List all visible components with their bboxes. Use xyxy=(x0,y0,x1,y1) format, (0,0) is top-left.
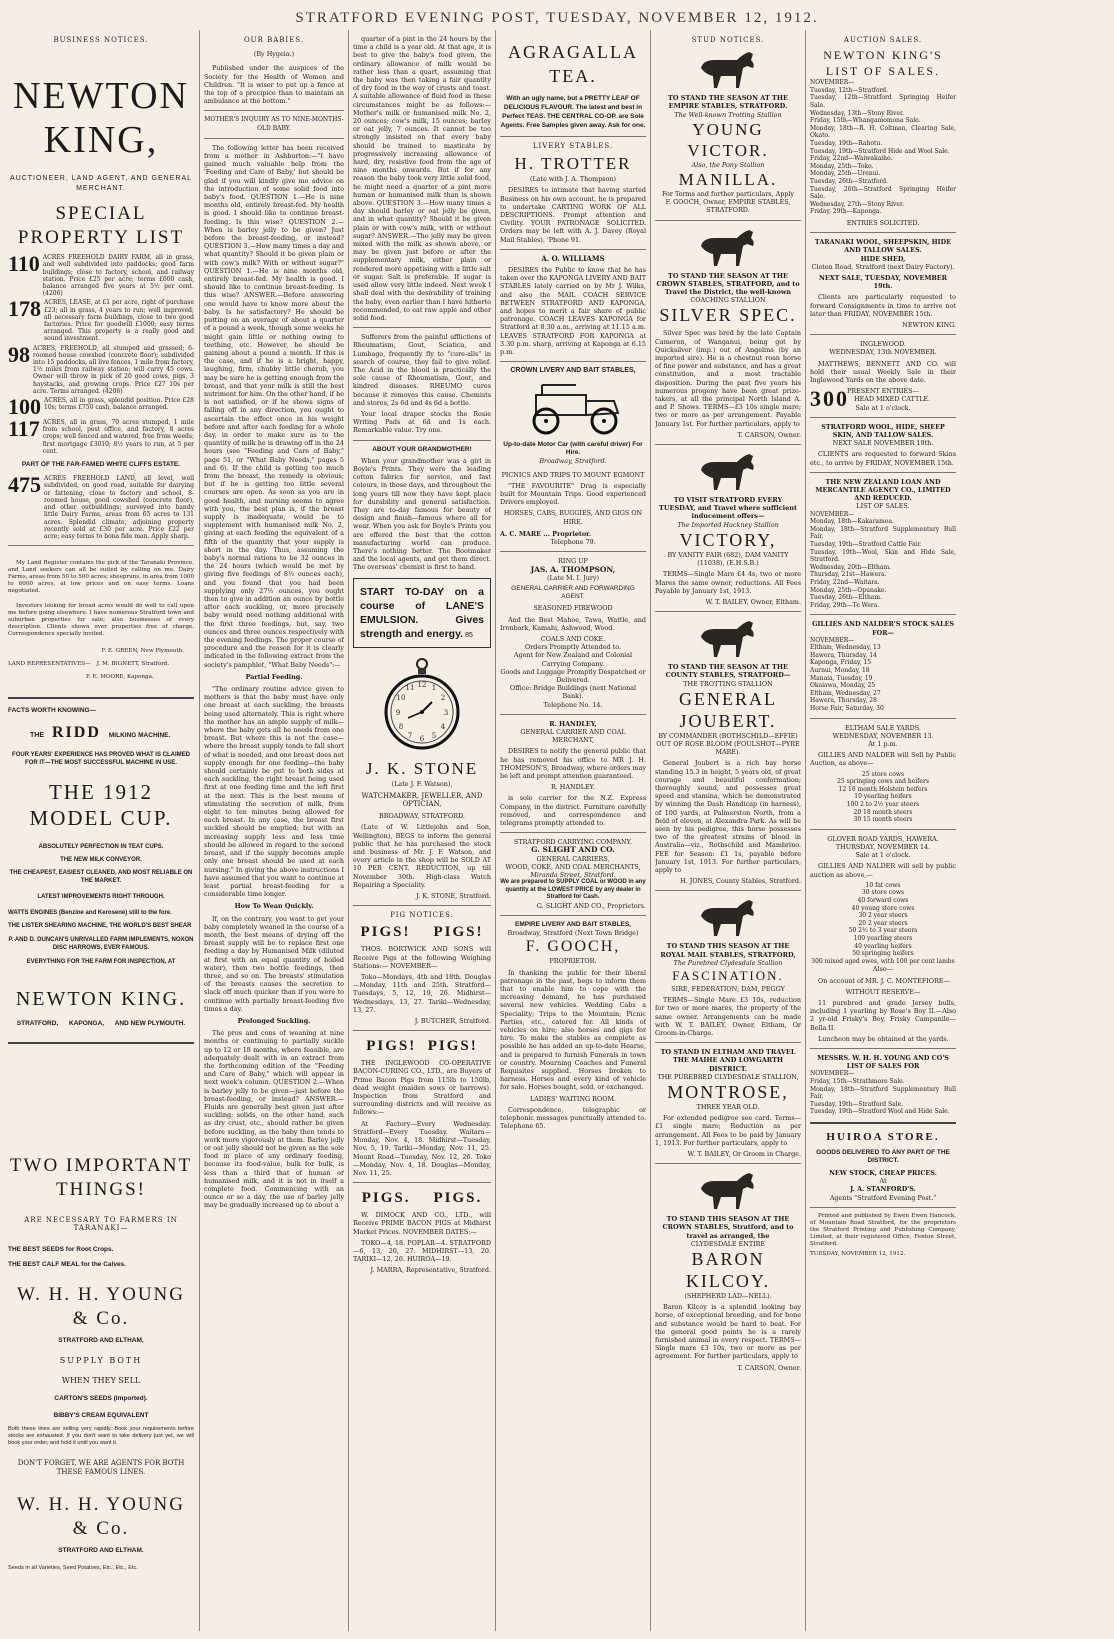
inquiry-title: MOTHER'S INQUIRY AS TO NINE-MONTHS-OLD BABY. xyxy=(204,116,344,132)
lot-item: 100 ACRES, all in grass, splendid position. Price £28 10s; terms £750 cash, balance arranged. xyxy=(8,394,194,420)
cheapest: THE CHEAPEST, EASIEST CLEANED, AND MOST RELIABLE ON THE MARKET. xyxy=(9,869,193,884)
crown-address: Broadway, Stratford. xyxy=(539,457,607,466)
stud-terms: TERMS—Single Mare £4 4s, two or more Mares the same owner, reductions. All Fees Payable by January 1st, 1913. xyxy=(655,570,801,595)
gn-public: GILLIES AND NALDER will Sell by Public Auction, as above— xyxy=(810,751,956,768)
footer-towns: STRATFORD, KAPONGA, AND NEW PLYMOUTH. xyxy=(16,1019,186,1027)
divider xyxy=(353,905,491,906)
svg-text:3: 3 xyxy=(443,708,449,717)
lot-item: 98 ACRES, FREEHOLD, all stumped and grassed; 6-roomed house cowshed (concrete floor); subdivided into 15 paddocks, all live fences, 1 mile from factory, 1½ miles from railway station; will carry 45 cows. Owner will throw in pick of 20 good cows, pigs, 3 haystacks, and growing crops. Price £27 10s per acre. Terms arranged. (4206) xyxy=(8,341,194,395)
sale-time: Sale at 1 o'clock. xyxy=(855,403,911,412)
nzla-title: THE NEW ZEALAND LOAN AND MERCANTILE AGENCY CO., LIMITED AND REDUCED. xyxy=(815,477,951,503)
crown-motor: Up-to-date Motor Car (with careful driver) For Hire. xyxy=(503,441,643,457)
stud-intro: TO STAND THIS SEASON AT THE ROYAL MAIL STABLES, STRATFORD, xyxy=(660,942,796,959)
ridd-heading: THE RIDD MILKING MACHINE. xyxy=(30,724,171,742)
subhead: Prolonged Suckling. xyxy=(237,1016,311,1025)
horse-icon xyxy=(693,1169,763,1211)
when: WHEN THEY SELL xyxy=(61,1376,141,1386)
horse-icon xyxy=(693,226,763,268)
firewood: SEASONED FIREWOOD xyxy=(533,604,613,613)
svg-text:11: 11 xyxy=(405,683,415,692)
telephone: Telephone 79. xyxy=(550,538,596,547)
trotter-body: DESIRES to intimate that having started Business on his own account, he is prepared to undertake CARTING WORK OF ALL DESCRIPTIONS. Prompt attention and Civility. YOUR PATRONAGE SOLICITED. Orders may be left with A. J. Davey (Royal Mail Stables). 'Phone 91. xyxy=(500,186,646,244)
stud-sign: H. JONES, County Stables, Stratford. xyxy=(680,877,801,886)
young-heading: W. H. H. YOUNG & Co. xyxy=(16,1493,186,1539)
conveyor: THE NEW MILK CONVEYOR. xyxy=(60,856,142,863)
column-three xyxy=(353,32,491,1632)
agent: Agent for New Zealand and Colonial Carrying Company. xyxy=(513,651,633,668)
ring-up: RING UP xyxy=(558,557,588,566)
also: Also— xyxy=(872,965,894,974)
stud-sign: W. T. BAILEY, Or Groom in Charge. xyxy=(687,1150,801,1159)
stud-sign: F. GOOCH, Owner, EMPIRE STABLES, STRATFORD. xyxy=(665,198,791,215)
stud-also: Also, the Pony Stallion xyxy=(691,160,765,169)
divider xyxy=(810,1122,956,1124)
horses-hire: HORSES, CABS, BUGGIES, AND GIGS ON HIRE. xyxy=(503,509,643,526)
divider xyxy=(500,915,646,916)
next-sale: NEXT SALE, TUESDAY, NOVEMBER 19th. xyxy=(818,273,947,291)
svg-text:9: 9 xyxy=(395,708,401,717)
stud-intro: TO STAND THE SEASON AT THE CROWN STABLES, STRATFORD, and to Travel the District, the well-known xyxy=(656,271,800,297)
orders: Orders Promptly Attended to. xyxy=(524,643,621,652)
imprint: Printed and published by Ewen Ewen Hancock, of Mountain Road Stratford, for the proprietors the Stratford Printing and Publishing Company, Limited, at their registered Office, Fenton Street, Stratford. xyxy=(810,1212,956,1247)
pigs-heading: PIGS! PIGS! xyxy=(360,924,484,941)
empire-title: EMPIRE LIVERY AND BAIT STABLES, xyxy=(515,920,631,928)
lot-item: 117 ACRES, all in grass, 70 acres stumped, 1 mile from school, post office, and factory, 8 acres crops; well fenced and watered, free from weeds; first mortgage £3010; 8½ years to run, at 5 per cent. xyxy=(8,416,194,455)
clients-note: Clients are particularly requested to forward Consignments in time to arrive not later than FRIDAY, NOVEMBER 15th. xyxy=(810,293,956,318)
thompson-name: JAS. A. THOMPSON, xyxy=(530,564,616,574)
column-business-notices xyxy=(8,32,194,1632)
divider xyxy=(8,697,194,699)
clients-note: CLIENTS are requested to forward Skins etc., to arrive by FRIDAY, NOVEMBER 15th. xyxy=(810,450,956,467)
investors-text: Investors looking for broad acres would do well to call upon me before going elsewhere. I have numerous Stratford town and suburban properties for sale; also businesses of every description. Clients shown over properties free of charge. Correspondence specially invited. xyxy=(8,603,194,638)
stud-intro: TO STAND THIS SEASON AT THE CROWN STABLES, Stratford, and to travel as arranged, the xyxy=(662,1215,794,1240)
subhead: Partial Feeding. xyxy=(245,672,303,681)
divider xyxy=(8,545,194,546)
divider xyxy=(810,232,956,233)
section-header: BUSINESS NOTICES. xyxy=(53,36,149,44)
divider xyxy=(655,611,801,612)
wool-title: STRATFORD WOOL, HIDE, SHEEP SKIN, AND TALLOW SALES. xyxy=(821,422,945,439)
grandmother-body: When your grandmother was a girl in Boyle's Prints. They were the leading cotton fabrics for service, and fast colours, in those days, and throughout the long years till now they have kept place for durability and general satisfaction. They are to-day famous for beauty of design and finish—famous where all for wear. When you ask for Boyle's Prints you are offered the best that the cotton manufacturing world can produce. There's nothing better. The Bootmaker and the local agents, and get them direct. The overseas' chemist is first to hand. xyxy=(353,456,491,572)
everything: EVERYTHING FOR THE FARM FOR INSPECTION, AT xyxy=(26,958,176,965)
gillies-sales: NOVEMBER— Eltham, Wednesday, 13 Hawera, Thursday, 14 Kaponga, Friday, 15 Aurnui, Monday, 18 Manaia, Tuesday, 19 Okaiawa, Monday, 25 Eltham, Wednesday, 27 Hawera, Thursday, 28 Horse Fair, Saturday, 30 xyxy=(810,636,884,713)
nzla-list: LIST OF SALES. xyxy=(856,502,910,511)
glover-yards: GLOVER ROAD YARDS, HAWERA. xyxy=(827,834,939,843)
gillies-title: GILLIES AND NALDER'S STOCK SALES FOR— xyxy=(812,620,954,637)
slight-sign: G. SLIGHT AND CO., Proprietors. xyxy=(536,901,646,910)
trotter-name: H. TROTTER xyxy=(514,154,632,174)
watts: WATTS ENGINES (Benzine and Kerosene) still to the fore. xyxy=(8,910,172,917)
pigs-schedule: At Factory—Every Wednesday. Stratford—Every Tuesday. Waitara—Monday, Nov. 4, 18. Midhirst—Tuesday, Nov. 5, 19. Tariki—Monday, Nov. 11, 25. Mount Road—Tuesday, Nov. 12, 26. Toko—Monday, Nov. 4, 18. Douglas—Monday, Nov. 11, 25. xyxy=(353,1119,491,1177)
tea-name: AGRAGALLA TEA. xyxy=(508,42,638,86)
divider xyxy=(655,444,801,445)
young-towns: STRATFORD AND ELTHAM. xyxy=(58,1546,144,1554)
divider xyxy=(353,1182,491,1183)
pigs-intro: W. DIMOCK AND CO., LTD., will Receive PRIME BACON PIGS at Midhirst Market Prices. NOVEMBER DATES:— xyxy=(353,1211,491,1236)
new-stock: NEW STOCK, CHEAP PRICES. xyxy=(829,1168,937,1177)
seeds-tail: Seeds in all Varieties, Seed Potatoes, Etc., Etc., Etc. xyxy=(8,1564,138,1571)
stanford: J. A. STANFORD'S. xyxy=(850,1185,916,1194)
svg-text:1: 1 xyxy=(431,683,437,692)
jersey-bulls: 11 purebred and grade Jersey bulls, including 1 yearling by Rose's Boy II.—Also 2 yr-old Frisky's Boy, Frisky Campanile—Bella II. xyxy=(810,998,956,1032)
improvements: LATEST IMPROVEMENTS RIGHT THROUGH. xyxy=(37,893,165,900)
entries: ENTRIES SOLICITED. xyxy=(846,218,920,227)
stud-sign: T. CARSON, Owner. xyxy=(737,1363,801,1372)
stallion-name: BARON KILCOY. xyxy=(685,1249,771,1292)
huiroa-store: HUIROA STORE. xyxy=(826,1130,940,1143)
intro-text: Published under the auspices of the Society for the Health of Women and Children. "It is wiser to put up a fence at the top of a precipice than to maintain an ambulance at the bottom." xyxy=(204,64,344,106)
lanes-emulsion-ad: START TO-DAY on a course of LANE'S EMULSION. Gives strength and energy. 85 xyxy=(353,578,491,648)
handley-sub: GENERAL CARRIER AND COAL MERCHANT, xyxy=(520,727,626,745)
svg-text:12: 12 xyxy=(417,680,427,689)
svg-text:8: 8 xyxy=(398,722,404,731)
byline: (By Hygeia.) xyxy=(253,50,295,59)
stud-sub: COACHING STALLION xyxy=(690,296,766,305)
pigs-heading: PIGS. PIGS. xyxy=(361,1190,483,1207)
stud-pedigree: BY VANITY FAIR (682), DAM VANITY (11038), (E.H.S.B.) xyxy=(667,550,789,568)
lot-item: 110 ACRES FREEHOLD DAIRY FARM, all in grass, and well subdivided into paddocks; good farm buildings; close to factory, school, and railway station. Price £25 per acre; terms £600 cash, balance arranged five years at 5½ per cent. (4206) xyxy=(8,251,194,298)
slight-name: G. SLIGHT AND CO. xyxy=(531,845,615,855)
inglewood: INGLEWOOD. xyxy=(859,340,907,349)
column-rule xyxy=(495,30,496,1631)
williams-body: DESIRES the Public to know that he has taken over the KAPONGA LIVERY AND BAIT STABLES lately carried on by Mr J. Wilks, and also the MAIL COACH SERVICE BETWEEN STRATFORD AND KAPONGA, and hopes to merit a fair share of public patronage. COACH LEAVES KAPONGA for Stratford at 8.30 a.m., arriving at 11.15 a.m. LEAVES STRATFORD FOR KAPONGA at 3.30 p.m. sharp, arriving at Kaponga at 6.15 p.m. xyxy=(500,266,646,357)
nzla-sales: NOVEMBER— Monday, 18th—Kakaramea. Monday, 18th—Stratford Supplementary Bull Fair. Tuesday, 19th—Stratford Cattle Fair. Tuesday, 19th—Wool, Skin and Hide Sale, Stratford. Wednesday, 20th—Eltham. Thursday, 21st—Hawera. Friday, 22nd—Waitara. Monday, 25th—Opunake. Tuesday, 26th—Eltham. Friday, 29th—Te Wera. xyxy=(810,510,956,609)
column-rule xyxy=(650,30,651,1631)
nk-title: NEWTON KING'S LIST OF SALES. xyxy=(823,48,943,79)
eltham-date: WEDNESDAY, NOVEMBER 13. xyxy=(832,731,934,740)
gooch-name: F. GOOCH, xyxy=(525,938,621,956)
register-text: My Land Register contains the pick of the Taranaki Province, and Land seekers can all be suited by calling on me. Dairy Farms, areas from 50 to 500 acres; sheepruns, in area from 1000 to 6000 acres, at low prices and on easy terms. Loans negotiated. xyxy=(8,560,194,595)
svg-text:2: 2 xyxy=(440,693,446,702)
divider xyxy=(500,714,646,715)
slight-sub: GENERAL CARRIERS, xyxy=(536,854,610,863)
divider xyxy=(204,138,344,139)
stud-pedigree: (SHEPHERD LAD—NELL). xyxy=(684,1292,772,1301)
column-four xyxy=(500,32,646,1632)
model-cup: THE 1912 MODEL CUP. xyxy=(29,779,173,830)
telephone: Telephone No. 14. xyxy=(543,700,603,709)
article-body: The following letter has been received from a mother in Ashburton:—"I have gained much valuable help from the 'Feeding and Care of Baby,' but should be glad if you will kindly give me advice on the introduction of some solid food into baby's food. QUESTION 1.—He is nine months old, entirely breast-fed. My health is good. I should like to continue breast-feeding. Is this wise? QUESTION 2.—When is barley jelly to be given? Just before the breast-feeding, or instead? QUESTION 3.—How many times a day and what quantity? Should it be given plain or with cow's milk? With or without sugar?" QUESTION 1.—He is nine months old, entirely breast-fed. My health is good. I should like to continue breast-feeding. Is this wise? ANSWER.—Before answering one would have to know more about the baby. Is he satisfactory? He should be putting on an average of about a quarter of a pound a week, though some weeks he might gain little or nothing owing to teething, etc. However, he should be gaining about a pound a month. If this is the case, and if he is a bright, happy, laughing, firm, chubby little cherub, you may be sure he is getting enough from the breast, and that your milk is still the best nutriment for him. On the other hand, if he is not satisfied, or if he shows signs of falling off in any direction, you ought to ascertain the effect once in his weight before and after each feeding for a whole day, in order to make sure as to the quantity of milk he is drawing off in the 24 hours (see "Feeding and Care of Baby," page 51, or "What Baby Needs," pages 5 and 6). If the child is getting too much from the breast, the remedy is obvious; but if he is getting too little several courses are open. As soon as you are in good health, and nursing seems to agree with you, the best plan is, if the breast supply is inadequate, would be to supplement with humanised milk No. 2, giving at each feeding the equivalent of a fifth of the quantity that your supply is short in the day. Thus, assuming the baby's normal rations to be 32 ounces in the 24 hours (which would be met by giving five feedings of 8½ ounces each), and you found that you had been supplying only 27½ ounces, you ought then to give in addition an ounce by bottle after each suckling, or, more precisely baby would need nothing additional with the first three feedings, but, say, two ounces and three ounces respectively with the evening feedings. The proper course of procedure and the reason for it is clearly indicated in the following extract from the society's pamphlet, "What Baby Needs":— xyxy=(204,143,344,669)
divider xyxy=(500,136,646,137)
stud-sub: THE PUREBRED CLYDESDALE STALLION, xyxy=(657,1072,799,1081)
wh-young-title: MESSRS. W. H. H. YOUNG AND CO'S LIST OF SALES FOR xyxy=(817,1053,949,1071)
firewood-kinds: And the Best Mahoe, Tawa, Wattle, and Ironbark, Kamahi, Ashwood, Wood. xyxy=(500,615,646,632)
divider xyxy=(810,829,956,830)
picnics: PICNICS AND TRIPS TO MOUNT EGMONT xyxy=(501,470,645,479)
duncan: P. AND D. DUNCAN'S UNRIVALLED FARM IMPLEMENTS, NOXON DISC HARROWS, EVER FAMOUS. xyxy=(8,936,194,951)
stone-name: J. K. STONE xyxy=(365,758,479,778)
two-things: TWO IMPORTANT THINGS! xyxy=(9,1154,193,1200)
favourite: "THE FAVOURITE" Drag is especially built for Mountain Trips. Good experienced Drivers employed. xyxy=(500,481,646,507)
article-body: The pros and cons of weaning at nine months or continuing to partially suckle up to 12 or 18 months, where feasible, are adequately dealt with in an extract from the forthcoming edition of the "Feeding and Care of Baby," which will appear in next week's column. QUESTION 2.—When is barley jelly to be given—just before the breast-feeding, or instead? ANSWER.—Fluids are generally best given just after suckling; solids, on the other hand, such as dry crust, etc., should rather be given before suckling, as the baby then tends to work more vigorously at them. Barley jelly or oat jelly should not be given as the sole food in place of any ordinary feeding, because its food-value, bulk for bulk, is less than a third that of human or humanised milk, and it is not in itself a complete food. Commencing with an ounce or so a day, the use of barley jelly may be gradually increased up to about a xyxy=(204,1029,344,1210)
stallion-name: MANILLA. xyxy=(678,170,778,190)
divider xyxy=(8,1042,194,1044)
stud-sign: W. T. BAILEY, Owner, Eltham. xyxy=(705,597,801,606)
column-stud-notices xyxy=(655,32,801,1632)
firm-subtitle: AUCTIONEER, LAND AGENT, AND GENERAL MERCHANT. xyxy=(9,175,193,193)
rheumo-notice: Sufferers from the painful afflictions of Rheumatism, Gout, Sciatica, and Lumbago, frequently fly to "cure-alls" in search of course, they fail to give relief. The Acid in the blood is practically the sole cause of Rheumatism, Gout, and kindred diseases. RHEUMO cures because it removes this cause. Chemists and stores, 2s 6d and 4s 6d a bottle. xyxy=(353,333,491,407)
imprint-date: TUESDAY, NOVEMBER 12, 1912. xyxy=(810,1250,906,1257)
divider xyxy=(500,551,646,552)
handley-body: DESIRES to notify the general public that he has removed his office to MR J. H. THOMPSON'S, Broadway, where orders may be left and prompt attention guaranteed. xyxy=(500,747,646,780)
pigs-sign: J. MARRA, Representative, Stratford. xyxy=(370,1266,491,1275)
pigs-schedule: Toko—Mondays, 4th and 18th. Douglas—Monday, 11th and 25th. Stratford—Tuesdays, 5, 12, 19, 26. Midhirst—Wednesdays, 13, 27. Tariki—Wednesday, 13, 27. xyxy=(353,973,491,1014)
handley-name: R. HANDLEY, xyxy=(549,719,597,728)
general-carrier: GENERAL CARRIER AND FORWARDING AGENT. xyxy=(511,584,635,601)
gn2-items: 10 fat cows 30 store cows 40 forward cows 40 young store cows 30 2 year steers 20 2 year steers 50 2½ to 3 year steers 100 yearling steers 40 yearling heifers 50 springing heifers 300 mixed aged ewes, with 100 per cent lambs xyxy=(811,881,955,965)
stallion-name: VICTORY, xyxy=(679,529,777,550)
luncheon: Luncheon may be obtained at the yards. xyxy=(818,1034,949,1043)
correspondence: Correspondence, telegraphic or telephonic messages punctually attended to. Telephone 65. xyxy=(500,1105,646,1131)
subhead: How To Wean Quickly. xyxy=(234,902,314,911)
cartons: CARTON'S SEEDS (Imported). xyxy=(54,1395,148,1403)
article-body: "The ordinary routine advice given to mothers is that the baby must have only one breast at each suckling, the breasts being used alternately. This is right where the mother has an ample supply of milk—where the baby gets all he needs from one breast. But where this is not the case—where the breast supply tends to fall short of what is needed, and one breast does not supply enough for one feeding—the baby should certainly be put to both sides at each suckling, the right breast being used first at one feeding time and the left first at the next. This is the best means of stimulating the secretion of milk, from eight to ten minutes being allowed for each breast. In any case, the breast first suckled should be emptied; but with an increasing supply less and less time should be allowed in regard to the second breast, and if the supply becomes ample only one breast should be used at each nursing." In giving the above instructions I have assumed that you want to continue at least partial breast-feeding for a considerable time longer. xyxy=(204,685,344,899)
wool-title: TARANAKI WOOL, SHEEPSKIN, HIDE AND TALLOW SALES. xyxy=(814,238,952,255)
divider xyxy=(500,832,646,833)
stallion-name: FASCINATION. xyxy=(672,967,784,983)
gooch-proprietor: PROPRIETOR. xyxy=(549,957,597,966)
selling-note: Both these lines are selling very rapidly. Book your requirements before stocks are exhausted. If you don't want to take delivery just yet, we will book your order, and hold it until you want it. xyxy=(8,1425,194,1446)
four-years: FOUR YEARS' EXPERIENCE HAS PROVED WHAT IS CLAIMED FOR IT—THE MOST SUCCESSFUL MACHINE IN USE. xyxy=(12,751,190,766)
hide-shed: HIDE SHED, xyxy=(860,254,906,263)
lot-list xyxy=(8,251,194,455)
lister: THE LISTER SHEARING MACHINE, THE WORLD'S BEST SHEAR xyxy=(8,923,192,930)
stud-body: General Joubert is a rich bay horse standing 15.3 in height, 5 years old, of great courage and beautiful conformation; thoroughly sound, and possesses great speed and stamina, which he demonstrated by winning the Dash Handicap (in harness), of 100 yards, at Palmerston North, from a field of eleven, at Alexandra Park. As will be seen by his pedigree, this horse possesses two of the greatest strains of blood in Australia—viz., Rothschild and Mambrino. FEE for Season: £1 1s, payable before January 1st, 1913. For further particulars, apply to xyxy=(655,759,801,874)
column-auction-sales xyxy=(810,32,956,1632)
stone-late: (Late J. F. Watson), xyxy=(391,779,453,788)
empire-address: Broadway, Stratford (Next Town Bridge) xyxy=(507,929,639,938)
list-title: SPECIAL PROPERTY LIST xyxy=(17,203,185,249)
office: Office: Bridge Buildings (next National Bank). xyxy=(509,684,637,701)
gn2: GILLIES AND NALDER will sell by public auction as above,— xyxy=(810,862,956,879)
stallion-name: SILVER SPEC. xyxy=(659,305,797,326)
young-heading: W. H. H. YOUNG & Co. xyxy=(16,1283,186,1329)
stone-address: BROADWAY, STRATFORD. xyxy=(379,812,465,821)
column-our-babies xyxy=(204,32,344,1632)
gooch-body: In thanking the public for their liberal patronage in the past, begs to inform them that to enable him to cope with the increasing demand, he has purchased several new vehicles. Wedding Cabs a Speciality; Trips to the Mountain; Picnic Parties, etc., catered for. All kinds of vehicles on hire; also horses and gigs for hire. To make the stables as complete as possible he has added an up-to-date Hearse, and is prepared to furnish Funerals in town or country. Mourning Coaches and Funeral Requisites supplied. Horses broken to harness. Horses and every kind of vehicle for sale. Horses bought, sold, or exchanged. xyxy=(500,968,646,1092)
divider xyxy=(810,614,956,615)
handley-sign: R. HANDLEY. xyxy=(550,783,596,792)
eltham-yards: ELTHAM SALE YARDS. xyxy=(845,723,921,732)
glover-date: THURSDAY, NOVEMBER 14. xyxy=(835,843,931,852)
divider xyxy=(500,249,646,250)
agents: Agents "Stratford Evening Post." xyxy=(829,1193,937,1202)
divider xyxy=(810,1048,956,1049)
stud-pedigree: SIRE, FEDERATION; DAM, PEGGY xyxy=(671,984,785,993)
supply: SUPPLY BOTH xyxy=(59,1355,143,1365)
stone-sign: J. K. STONE, Stratford. xyxy=(416,892,491,901)
stud-sub: THE TROTTING STALLION xyxy=(683,679,773,688)
lot-item: 475 ACRES FREEHOLD LAND, all level, well subdivided, on good road, suitable for dairying or fattening, close to factory and school, 8-roomed house, good cowshed (concrete floor), and other outbuildings; surveyed into handy little Dairy Farms, areas from 65 acres to 131 acres. Splendid climate, adjoining property recently sold at £30 per acre. Price £22 per acre; easy terms to bona fide man. Apply sharp. xyxy=(8,472,194,540)
handley-agent: is sole carrier for the N.Z. Express Company, in the district. Furniture carefully removed, and correspondence and telegrams promptly attended to. xyxy=(500,794,646,827)
tea-body: With an ugly name, but a PRETTY LEAF OF DELICIOUS FLAVOUR. The latest and best in Perfect TEAS. THE CENTRAL CO-OP. are Sole Agents. Free Samples given away. Ask for one. xyxy=(500,95,646,129)
divider xyxy=(655,890,801,891)
stud-intro: TO VISIT STRATFORD EVERY TUESDAY, and Travel where sufficient inducement offers— xyxy=(659,496,797,521)
column-rule xyxy=(805,30,806,1631)
masthead: STRATFORD EVENING POST, TUESDAY, NOVEMBER 12, 1912. xyxy=(295,10,819,26)
stud-terms: For Terms and further particulars, Apply xyxy=(661,190,795,199)
section-header: OUR BABIES. xyxy=(243,36,305,44)
dont-forget: DON'T FORGET, WE ARE AGENTS FOR BOTH THESE FAMOUS LINES. xyxy=(17,1458,185,1476)
horse-icon xyxy=(693,617,763,659)
necessary: ARE NECESSARY TO FARMERS IN TARANAKI— xyxy=(24,1215,178,1233)
goods: Goods and Luggage Promptly Despatched or Delivered. xyxy=(500,667,646,684)
divider xyxy=(353,327,491,328)
stone-trade: WATCHMAKER, JEWELLER, AND OPTICIAN, xyxy=(361,791,483,808)
divider xyxy=(353,1030,491,1031)
slight-goods: WOOD, COKE, AND COAL MERCHANTS, xyxy=(505,862,641,871)
svg-text:6: 6 xyxy=(419,734,425,743)
pigs-schedule: TOKO—4, 18. POPLAR—4. STRATFORD—6, 13, 20, 27. MIDHIRST—13, 20. TARIKI—12, 26. HUIROA—19. xyxy=(353,1238,491,1264)
svg-text:7: 7 xyxy=(407,731,413,740)
stud-sub: CLYDESDALE ENTIRE xyxy=(690,1239,766,1248)
section-header: AUCTION SALES. xyxy=(843,36,923,44)
pigs-sign: J. BUTCHER, Stratford. xyxy=(414,1017,491,1026)
motor-car-icon xyxy=(518,379,628,437)
divider xyxy=(204,110,344,111)
svg-text:5: 5 xyxy=(431,731,437,740)
divider xyxy=(810,417,956,418)
trotter-late: (Late with J. A. Thompson) xyxy=(529,175,617,184)
stud-intro: TO STAND IN ELTHAM AND TRAVEL THE MAIHE AND LOWGARTH DISTRICT. xyxy=(660,1048,796,1073)
seeds: THE BEST SEEDS for Root Crops. xyxy=(8,1246,114,1254)
at-one: At 1 p.m. xyxy=(868,740,898,749)
firm-name: NEWTON KING, xyxy=(13,75,189,162)
column-rule xyxy=(199,30,200,1631)
stud-sub: The Well-known Trotting Stallion xyxy=(674,110,782,119)
column-rule xyxy=(348,30,349,1631)
present-entries: PRESENT ENTRIES— xyxy=(847,387,919,396)
stud-intro: TO STAND THE SEASON AT THE EMPIRE STABLES, STRATFORD. xyxy=(668,94,788,111)
divider xyxy=(810,472,956,473)
facts-label: FACTS WORTH KNOWING— xyxy=(8,707,97,715)
matthews: MATTHEWS, BENNETT AND CO. will hold their usual Weekly Sale in their Inglewood Yards on the above date. xyxy=(810,359,956,384)
montefiore: On account of MR. J. C. MONTEFIORE— xyxy=(818,976,950,985)
grandmother-title: ABOUT YOUR GRANDMOTHER! xyxy=(372,445,472,453)
stud-age: THREE YEAR OLD. xyxy=(696,1103,760,1112)
divider xyxy=(810,718,956,719)
divider xyxy=(655,220,801,221)
horse-icon xyxy=(693,896,763,938)
pigs-heading: PIGS! PIGS! xyxy=(366,1038,478,1055)
article-body: If, on the contrary, you want to get your baby completely weaned in the course of a month, the best means of drying off the breast supply will be to replace first one feeding a day by Humanised Milk (diluted at first with an equal quantity of boiled water), then two bottle feedings, then three, and so on. The breasts' stimulation of the breasts causes the secretion to slack off much quicker than if you were to continue with partially breast-feeding five times a day. xyxy=(204,914,344,1013)
divider xyxy=(500,361,646,362)
pocket-watch-icon xyxy=(382,654,462,754)
stud-sub: The Imported Hackney Stallion xyxy=(677,520,779,529)
slight-address: Miranda Street, Stratford. xyxy=(530,871,616,879)
divider xyxy=(655,1042,801,1043)
section-header: STUD NOTICES. xyxy=(691,36,765,44)
coals: COALS AND COKE. xyxy=(540,634,606,643)
stud-body: Baron Kilcoy is a splendid looking bay horse, of exceptional breeding, and for bone and substance would be hard to beat. For the general good points he is a rarely furnished animal in every respect. TERMS—Single mare £3 10s, two or more as per agreement. For further particulars, apply to xyxy=(655,1303,801,1361)
calf: THE BEST CALF MEAL for the Calves. xyxy=(8,1260,126,1268)
stud-sign: T. CARSON, Owner. xyxy=(737,430,801,439)
footer-name: NEWTON KING. xyxy=(15,987,187,1010)
horse-icon xyxy=(693,450,763,492)
writing-pads-notice: Your local draper stocks the Rosie Writing Pads at 6d and 1s each. Remarkable value. Try one. xyxy=(353,409,491,435)
signature: F. E. GREEN, New Plymouth. xyxy=(101,648,184,655)
young-towns: STRATFORD AND ELTHAM, xyxy=(58,1336,144,1344)
estate-heading: PART OF THE FAR-FAMED WHITE CLIFFS ESTATE. xyxy=(21,461,181,469)
land-reps: LAND REPRESENTATIVES— J. M. BIGNETT, Stratford. xyxy=(8,661,170,668)
next-sale: NEXT SALE NOVEMBER 19th. xyxy=(832,439,934,448)
gn-items: 25 store cows 25 springing cows and heifers 12 18 month Holstein heifers 10 yearling heifers 100 2 to 2½ year steers 20 18 month steers 30 15 month steers xyxy=(837,770,929,824)
stud-terms: For extended pedigree see card. Terms—£1 single mare; Reduction as per arrangement. All Fees to be paid by January 1, 1913. For further particulars, apply to xyxy=(655,1114,801,1147)
article-body: quarter of a pint in the 24 hours by the time a child is a year old. At that age, it is best to give the baby's food given, the ordinary allowance of milk would be rather less than a quart, assuming that the baby was then taking a fair quantity of dry food in the way of crusts and toast. A suitable allowance of fluid food in these circumstances might be as follows:—Mother's milk or humanised milk No. 2, 20 ounces; cow's milk, 15 ounces; barley or oat jelly, 7 ounces. It cannot be too strongly insisted on that every baby should be trained to masticate by progressively increasing allowance of hard, dry, resistive food from the age of nine months onwards. But if for any reason the baby took very little solid food, he might need a quarter of a pint more human or humanised milk than is shown above. QUESTION 3.—How many times a day should barley or oat jelly be given, and in what quantity? Should it be given plain or with cow's milk, with or without sugar? ANSWER.—The jelly may be given mixed with the milk as shown above, or may be given just before or after the supplementary milk, either plain or rendered more appetising with a little salt or sugar. Salt is preferable. If sugar is used allow very little indeed. Next week I shall deal with the desirability of training the baby, even earlier than I have hitherto recommended, to eat raw apple and other solid food. xyxy=(353,35,491,322)
bibby: BIBBY'S CREAM EQUIVALENT xyxy=(53,1411,149,1419)
head-count: 300 HEAD MIXED CATTLE. xyxy=(810,386,931,412)
inglewood-date: WEDNESDAY, 13th NOVEMBER. xyxy=(829,348,937,357)
divider xyxy=(810,334,956,335)
at: At xyxy=(879,1177,887,1186)
section-header: PIG NOTICES. xyxy=(390,911,454,920)
lot-item: 178 ACRES, LEASE, at £1 per acre, right of purchase £23; all in grass, 4 years to run; well improved; all necessary farm buildings, close to two good factories. Price for goodwill £1000; easy terms arranged. This property is a really good and sound investment. xyxy=(8,296,194,343)
stud-pedigree: BY COMMANDER (BOTHSCHILD—EFFIE) OUT OF ROSE BLOOM (FOULSHOT—PYRE MARE). xyxy=(656,731,800,757)
svg-text:10: 10 xyxy=(396,693,406,702)
mare-proprietor: A. C. MARE ... Proprietor. xyxy=(500,529,592,538)
stallion-name: YOUNG VICTOR. xyxy=(687,119,769,160)
nk-sign: NEWTON KING. xyxy=(902,320,956,329)
huiroa-body: GOODS DELIVERED TO ANY PART OF THE DISTRICT. xyxy=(816,1148,950,1164)
divider xyxy=(655,1163,801,1164)
pigs-intro: THE INGLEWOOD CO-OPERATIVE BACON-CURING CO., LTD., are Buyers of Prime Bacon Pigs from 115lb to 150lb, dead weight (maiden sows or barrows). Inspection from Stratford and surrounding districts and will receive as follows:— xyxy=(353,1059,491,1117)
perfection: ABSOLUTELY PERFECTION IN TEAT CUPS. xyxy=(38,843,164,850)
stud-sub: The Purebred Clydesdale Stallion xyxy=(673,958,783,967)
pigs-intro: THOS. BORTWICK AND SONS will Receive Pigs at the following Weighing Stations:— NOVEMBER— xyxy=(353,945,491,970)
hide-address: Cloten Road, Stratford (next Dairy Factory). xyxy=(811,262,955,271)
williams-name: A. O. WILLIAMS xyxy=(541,253,605,263)
section-header: LIVERY STABLES. xyxy=(532,142,614,150)
wh-sales: NOVEMBER— Friday, 15th—Strathmore Sale. Monday, 18th—Stratford Supplementary Bull Fair. Tuesday, 19th—Stratford Sale. Tuesday, 19th—Stratford Wool and Hide Sale. xyxy=(810,1070,956,1116)
divider xyxy=(810,1207,956,1208)
stallion-name: GENERAL JOUBERT. xyxy=(679,688,777,731)
stud-intro: TO STAND THE SEASON AT THE COUNTY STABLES, STRATFORD— xyxy=(665,663,791,680)
stud-terms: TERMS—Single Mare £3 10s, reduction for two or more mares, the property of the same owner. Arrangements can be made with W. T. BAILEY, Owner, Eltham, Or Groom-in-Charge. xyxy=(655,996,801,1037)
slight-body: We are prepared to SUPPLY COAL or WOOD in any quantity at the LOWEST PRICE by any dealer in Stratford for Cash. xyxy=(500,879,646,901)
carrying-company: STRATFORD CARRYING COMPANY. xyxy=(513,838,633,847)
stallion-name: MONTROSE, xyxy=(667,1082,789,1103)
crown-title: CROWN LIVERY AND BAIT STABLES, xyxy=(510,367,636,375)
divider xyxy=(353,440,491,441)
land-rep: F. E. MOORE, Kaponga. xyxy=(86,674,154,681)
horse-icon xyxy=(693,48,763,90)
stone-body: (Late of W. Littlejohn and Son, Wellington), BEGS to inform the general public that he has purchased the stock and business of Mr. J. F. Watson, and every article in the shop will be SOLD AT 10 PER CENT. REDUCTION, up till November 30th. High-class Watch Repairing a Speciality. xyxy=(353,823,491,889)
thompson-late: (Late M. I. Jury) xyxy=(547,573,599,582)
without-reserve: WITHOUT RESERVE— xyxy=(845,987,921,996)
ladies-room: LADIES' WAITING ROOM. xyxy=(529,1094,617,1103)
stud-body: Silver Spec was bred by the late Captain Cameron, of Wanganui, being got by Quicksilver (imp.) out of Angelina (by an imported sire). He is a chestnut roan horse of fine power and substance, and has a great constitution, and a most tractable disposition. During the past five years his numerous progeny have been great prize-takers, at all the principal North Island A. and P. Shows. TERMS—£3 10s single mare; two or more as per arrangement. Payable January 1st. For further particulars, apply to xyxy=(655,329,801,428)
nk-sales: NOVEMBER— Tuesday, 12th—Stratford. Tuesday, 12th—Stratford Springing Heifer Sale. Wednesday, 13th—Stony River. Friday, 15th—Whangamomona Sale. Monday, 18th—R. H. Coltman, Clearing Sale, Okato. Tuesday, 19th—Rahotu. Tuesday, 19th—Stratford Hide and Wool Sale. Friday, 22nd—Waiwakaiho. Monday, 25th—Toko. Monday, 25th—Urenui. Tuesday, 26th—Stratford. Tuesday, 26th—Stratford Springing Heifer Sale. Wednesday, 27th—Stony River. Friday, 29th—Kaponga. xyxy=(810,79,956,216)
svg-text:4: 4 xyxy=(440,722,446,731)
glover-time: Sale at 1 o'clock. xyxy=(855,851,911,860)
